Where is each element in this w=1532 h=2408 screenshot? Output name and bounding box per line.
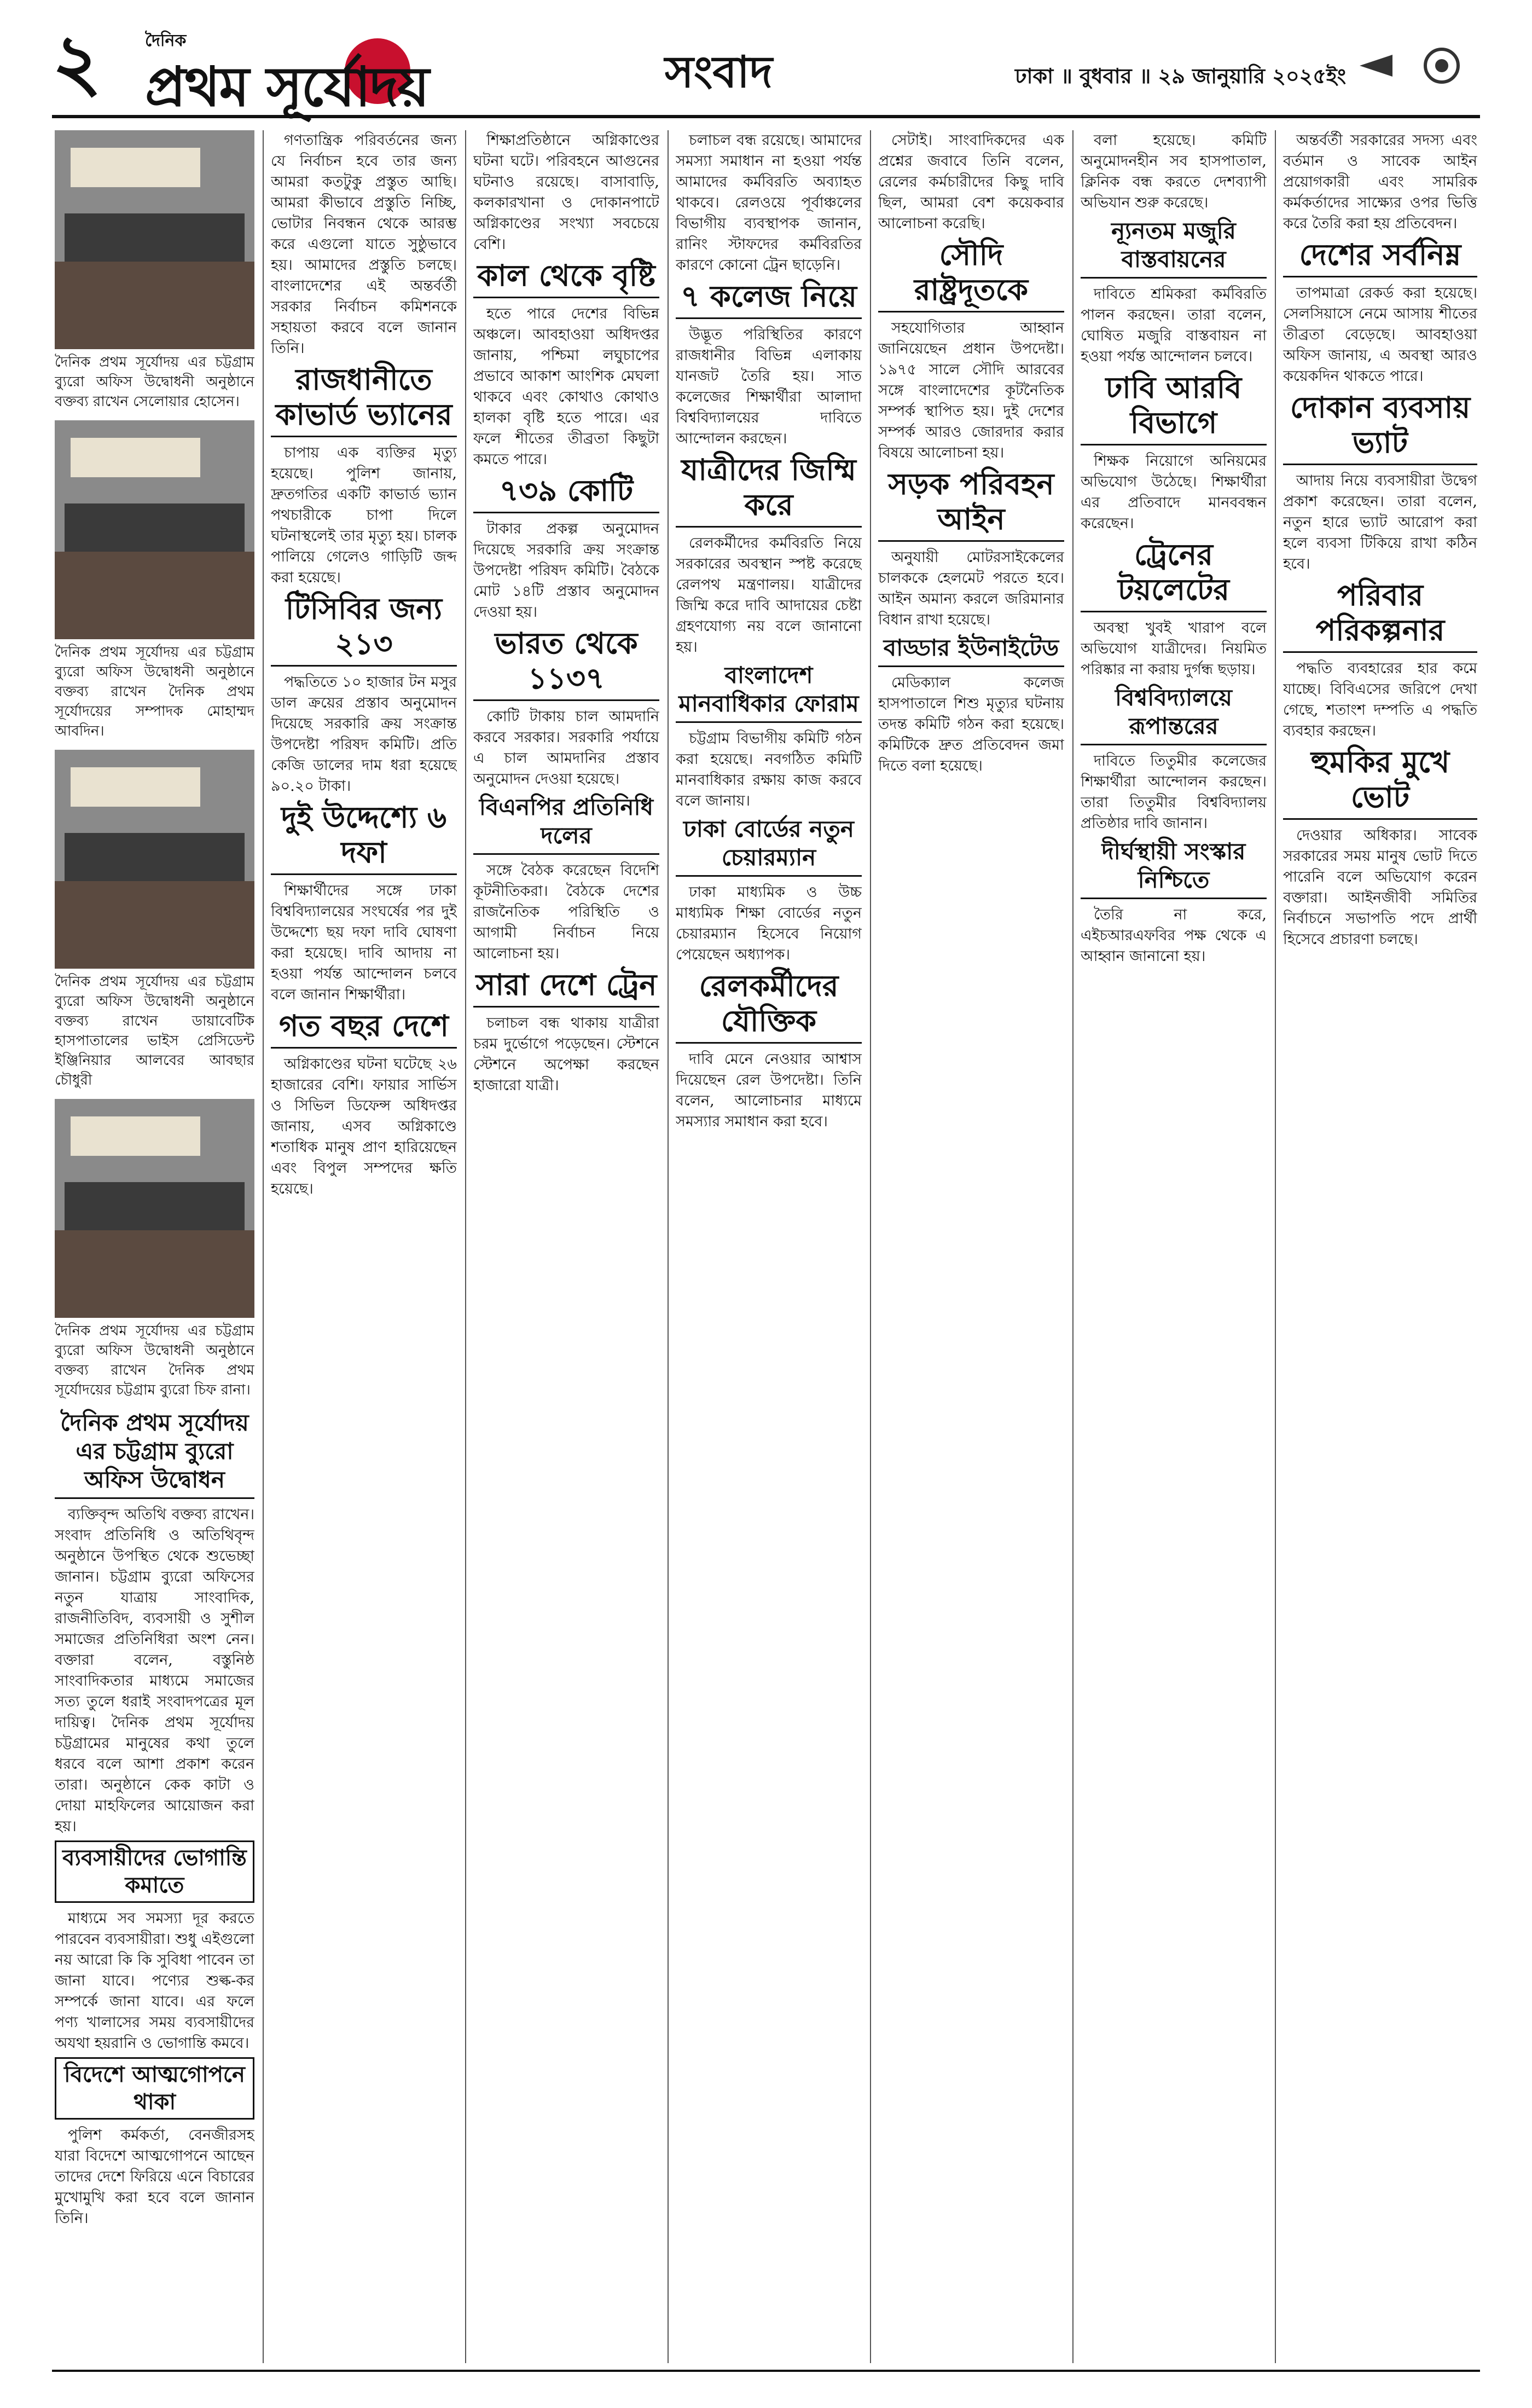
article-body: শিক্ষক নিয়োগে অনিয়মের অভিযোগ উঠেছে। শিক্ষার্থীরা এর প্রতিবাদে মানববন্ধন করেছেন। — [1081, 453, 1267, 532]
article-headline: ঢাবি আরবি বিভাগে — [1081, 371, 1267, 445]
column-rule — [263, 130, 264, 2363]
photo-caption: দৈনিক প্রথম সূর্যোদয় এর চট্টগ্রাম ব্যুরো অফিস উদ্বোধনী অনুষ্ঠানে বক্তব্য রাখেন ডায়াবেটিক হাসপাতালের ভাইস প্রেসিডেন্ট ইঞ্জিনিয়ার আলবের আবছার চৌধুরী — [55, 974, 254, 1089]
column-7 — [1283, 130, 1477, 2363]
page-number: ২ — [52, 18, 102, 107]
bottom-rule — [52, 2370, 1480, 2372]
article-body: অন্তর্বর্তী সরকারের সদস্য এবং বর্তমান ও সাবেক আইন প্রয়োগকারী এবং সামরিক কর্মকর্তাদের সাক্ষ্যের ওপর ভিত্তি করে তৈরি করা হয় প্রতিবেদন। — [1283, 132, 1477, 232]
article-body: পদ্ধতিতে ১০ হাজার টন মসুর ডাল ক্রয়ের প্রস্তাব অনুমোদন দিয়েছে সরকারি ক্রয় সংক্রান্ত উপদেষ্টা পরিষদ কমিটি। প্রতি কেজি ডালের দাম ধরা হয়েছে ৯০.২০ টাকা। — [271, 674, 457, 795]
article-headline: রেলকর্মীদের যৌক্তিক — [676, 969, 862, 1044]
column-2 — [271, 130, 457, 2363]
article-headline: ঢাকা বোর্ডের নতুন চেয়ারম্যান — [676, 815, 862, 877]
article-body: দেওয়ার অধিকার। সাবেক সরকারের সময় মানুষ ভোট দিতে পারেনি বলে অভিযোগ করেন বক্তারা। আইনজীবী সমিতির নির্বাচনে সভাপতি পদে প্রার্থী হিসেবে প্রচারণা চলছে। — [1283, 827, 1477, 948]
column-5 — [878, 130, 1064, 2363]
article-headline: টিসিবির জন্য ২১৩ — [271, 592, 457, 667]
article-headline: ৭৩৯ কোটি — [473, 473, 659, 513]
column-1 — [55, 130, 254, 2363]
article-body: দাবিতে তিতুমীর কলেজের শিক্ষার্থীরা আন্দোলন করছেন। তারা তিতুমীর বিশ্ববিদ্যালয় প্রতিষ্ঠার দাবি জানান। — [1081, 752, 1267, 832]
article-headline: পরিবার পরিকল্পনার — [1283, 578, 1477, 653]
article-body: উদ্ভূত পরিস্থিতির কারণে রাজধানীর বিভিন্ন এলাকায় যানজট তৈরি হয়। সাত কলেজের শিক্ষার্থীরা আলাদা বিশ্ববিদ্যালয়ের দাবিতে আন্দোলন করছেন। — [676, 326, 862, 447]
column-rule — [668, 130, 669, 2363]
article-headline: বিদেশে আত্মগোপনে থাকা — [55, 2057, 254, 2120]
article-body: ব্যক্তিবৃন্দ অতিথি বক্তব্য রাখেন। সংবাদ প্রতিনিধি ও অতিথিবৃন্দ অনুষ্ঠানে উপস্থিত থেকে শুভেচ্ছা জানান। চট্টগ্রাম ব্যুরো অফিসের নতুন যাত্রায় সাংবাদিক, রাজনীতিবিদ, ব্যবসায়ী ও সুশীল সমাজের প্রতিনিধিরা অংশ নেন। বক্তারা বলেন, বস্তুনিষ্ঠ সাংবাদিকতার মাধ্যমে সমাজের সত্য তুলে ধরাই সংবাদপত্রের মূল দায়িত্ব। দৈনিক প্রথম সূর্যোদয় চট্টগ্রামের মানুষের কথা তুলে ধরবে বলে আশা প্রকাশ করেন তারা। অনুষ্ঠানে কেক কাটা ও দোয়া মাহফিলের আয়োজন করা হয়। — [55, 1506, 254, 1835]
article-body: চলাচল বন্ধ থাকায় যাত্রীরা চরম দুর্ভোগে পড়েছেন। স্টেশনে স্টেশনে অপেক্ষা করছেন হাজারো যাত্রী। — [473, 1015, 659, 1094]
photo-caption: দৈনিক প্রথম সূর্যোদয় এর চট্টগ্রাম ব্যুরো অফিস উদ্বোধনী অনুষ্ঠানে বক্তব্য রাখেন দৈনিক প্রথম সূর্যোদয়ের সম্পাদক মোহাম্মদ আবদিন। — [55, 644, 254, 739]
article-body: গণতান্ত্রিক পরিবর্তনের জন্য যে নির্বাচন হবে তার জন্য আমরা কতটুকু প্রস্তুত আছি। আমরা কীভাবে প্রস্তুতি নিচ্ছি, ভোটার নিবন্ধন থেকে আরম্ভ করে এগুলো যাতে সুষ্ঠুভাবে হয়। আমাদের প্রস্তুতি চলছে। বাংলাদেশের এই অন্তর্বর্তী সরকার নির্বাচন কমিশনকে সহায়তা করবে বলে জানান তিনি। — [271, 132, 457, 357]
article-body: কোটি টাকায় চাল আমদানি করবে সরকার। সরকারি পর্যায়ে এ চাল আমদানির প্রস্তাব অনুমোদন দেওয়া হয়েছে। — [473, 708, 659, 788]
article-body: মেডিক্যাল কলেজ হাসপাতালে শিশু মৃত্যুর ঘটনায় তদন্ত কমিটি গঠন করা হয়েছে। কমিটিকে দ্রুত প্রতিবেদন জমা দিতে বলা হয়েছে। — [878, 674, 1064, 774]
article-headline: ভারত থেকে ১১৩৭ — [473, 626, 659, 701]
column-rule — [1275, 130, 1276, 2363]
article-body: চাপায় এক ব্যক্তির মৃত্যু হয়েছে। পুলিশ জানায়, দ্রুতগতির একটি কাভার্ড ভ্যান পথচারীকে চাপা দিলে ঘটনাস্থলেই তার মৃত্যু হয়। চালক পালিয়ে গেলেও গাড়িটি জব্দ করা হয়েছে। — [271, 444, 457, 586]
article-headline: গত বছর দেশে — [271, 1009, 457, 1049]
article-headline: রাজধানীতে কাভার্ড ভ্যানের — [271, 362, 457, 437]
photo-caption: দৈনিক প্রথম সূর্যোদয় এর চট্টগ্রাম ব্যুরো অফিস উদ্বোধনী অনুষ্ঠানে বক্তব্য রাখেন সেলোয়ার হোসেন। — [55, 354, 254, 410]
article-headline: ব্যবসায়ীদের ভোগান্তি কমাতে — [55, 1840, 254, 1903]
article-headline: ৭ কলেজ নিয়ে — [676, 279, 862, 319]
article-body: আদায় নিয়ে ব্যবসায়ীরা উদ্বেগ প্রকাশ করেছেন। তারা বলেন, নতুন হারে ভ্যাট আরোপ করা হলে ব্যবসা টিকিয়ে রাখা কঠিন হবে। — [1283, 472, 1477, 572]
article-body: তাপমাত্রা রেকর্ড করা হয়েছে। সেলসিয়াসে নেমে আসায় শীতের তীব্রতা বেড়েছে। আবহাওয়া অফিস জানায়, এ অবস্থা আরও কয়েকদিন থাকতে পারে। — [1283, 285, 1477, 385]
article-headline: ট্রেনের টয়লেটের — [1081, 537, 1267, 612]
column-rule — [870, 130, 871, 2363]
article-body: অনুযায়ী মোটরসাইকেলের চালককে হেলমেট পরতে হবে। আইন অমান্য করলে জরিমানার বিধান রাখা হয়েছে। — [878, 549, 1064, 628]
article-body: সেটাই। সাংবাদিকদের এক প্রশ্নের জবাবে তিনি বলেন, রেলের কর্মচারীদের কিছু দাবি ছিল, আমরা বেশ কয়েকবার আলোচনা করেছি। — [878, 132, 1064, 232]
brand-prefix: দৈনিক — [145, 31, 187, 50]
ornament-icon — [1360, 44, 1480, 88]
column-6 — [1081, 130, 1267, 2363]
section-title: সংবাদ — [665, 46, 773, 97]
article-headline: যাত্রীদের জিম্মি করে — [676, 453, 862, 528]
article-headline: বিএনপির প্রতিনিধি দলের — [473, 793, 659, 855]
article-body: সঙ্গে বৈঠক করেছেন বিদেশি কূটনীতিকরা। বৈঠকে দেশের রাজনৈতিক পরিস্থিতি ও আগামী নির্বাচন নিয়ে আলোচনা হয়। — [473, 862, 659, 962]
article-body: শিক্ষাপ্রতিষ্ঠানে অগ্নিকাণ্ডের ঘটনা ঘটে। পরিবহনে আগুনের ঘটনাও রয়েছে। বাসাবাড়ি, কলকারখানা ও দোকানপাটে অগ্নিকাণ্ডের সংখ্যা সবচেয়ে বেশি। — [473, 132, 659, 253]
article-body: বলা হয়েছে। কমিটি অনুমোদনহীন সব হাসপাতাল, ক্লিনিক বন্ধ করতে দেশব্যাপী অভিযান শুরু করেছে। — [1081, 132, 1267, 211]
column-rule — [465, 130, 466, 2363]
article-headline: বাড্ডার ইউনাইটেড — [878, 634, 1064, 667]
article-body: শিক্ষার্থীদের সঙ্গে ঢাকা বিশ্ববিদ্যালয়ের সংঘর্ষের পর দুই উদ্দেশ্যে ছয় দফা দাবি ঘোষণা করা হয়েছে। দাবি আদায় না হওয়া পর্যন্ত আন্দোলন চলবে বলে জানান শিক্ষার্থীরা। — [271, 882, 457, 1003]
article-headline: দেশের সর্বনিম্ন — [1283, 238, 1477, 277]
article-headline: সড়ক পরিবহন আইন — [878, 467, 1064, 542]
article-headline: হুমকির মুখে ভোট — [1283, 745, 1477, 820]
column-rule — [1072, 130, 1073, 2363]
article-body: দাবি মেনে নেওয়ার আশ্বাস দিয়েছেন রেল উপদেষ্টা। তিনি বলেন, আলোচনার মাধ্যমে সমস্যার সমাধান করা হবে। — [676, 1051, 862, 1130]
article-headline: বাংলাদেশ মানবাধিকার ফোরাম — [676, 661, 862, 723]
article-body: টাকার প্রকল্প অনুমোদন দিয়েছে সরকারি ক্রয় সংক্রান্ত উপদেষ্টা পরিষদ কমিটি। বৈঠকে মোট ১৪টি প্রস্তাব অনুমোদন দেওয়া হয়। — [473, 520, 659, 621]
article-headline: সৌদি রাষ্ট্রদূতকে — [878, 238, 1064, 312]
article-body: সহযোগিতার আহ্বান জানিয়েছেন প্রধান উপদেষ্টা। ১৯৭৫ সালে সৌদি আরবের সঙ্গে বাংলাদেশের কূটনৈতিক সম্পর্ক স্থাপিত হয়। দুই দেশের সম্পর্ক আরও জোরদার করার বিষয়ে আলোচনা হয়। — [878, 320, 1064, 461]
column-3 — [473, 130, 659, 2363]
article-body: চট্টগ্রাম বিভাগীয় কমিটি গঠন করা হয়েছে। নবগঠিত কমিটি মানবাধিকার রক্ষায় কাজ করবে বলে জানায়। — [676, 730, 862, 809]
article-body: অবস্থা খুবই খারাপ বলে অভিযোগ যাত্রীদের। নিয়মিত পরিষ্কার না করায় দুর্গন্ধ ছড়ায়। — [1081, 620, 1267, 678]
article-headline: দীর্ঘস্থায়ী সংস্কার নিশ্চিতে — [1081, 837, 1267, 899]
article-body: অগ্নিকাণ্ডের ঘটনা ঘটেছে ২৬ হাজারের বেশি। ফায়ার সার্ভিস ও সিভিল ডিফেন্স অধিদপ্তর জানায়, এসব অগ্নিকাণ্ডে শতাধিক মানুষ প্রাণ হারিয়েছেন এবং বিপুল সম্পদের ক্ষতি হয়েছে। — [271, 1056, 457, 1197]
article-headline: ন্যূনতম মজুরি বাস্তবায়নের — [1081, 217, 1267, 279]
article-body: দাবিতে শ্রমিকরা কর্মবিরতি পালন করছেন। তারা বলেন, ঘোষিত মজুরি বাস্তবায়ন না হওয়া পর্যন্ত আন্দোলন চলবে। — [1081, 286, 1267, 365]
article-headline: দুই উদ্দেশ্যে ৬ দফা — [271, 800, 457, 875]
news-photo — [55, 130, 254, 349]
article-body: চলাচল বন্ধ রয়েছে। আমাদের সমস্যা সমাধান না হওয়া পর্যন্ত আমাদের কর্মবিরতি অব্যাহত থাকবে। রেলওয়ে পূর্বাঞ্চলের বিভাগীয় ব্যবস্থাপক জানান, রানিং স্টাফদের কর্মবিরতির কারণে কোনো ট্রেন ছাড়েনি। — [676, 132, 862, 274]
article-headline: সারা দেশে ট্রেন — [473, 968, 659, 1008]
article-body: রেলকর্মীদের কর্মবিরতি নিয়ে সরকারের অবস্থান স্পষ্ট করেছে রেলপথ মন্ত্রণালয়। যাত্রীদের জিম্মি করে দাবি আদায়ের চেষ্টা গ্রহণযোগ্য নয় বলে জানানো হয়। — [676, 535, 862, 656]
article-body: মাধ্যমে সব সমস্যা দূর করতে পারবেন ব্যবসায়ীরা। শুধু এইগুলো নয় আরো কি কি সুবিধা পাবেন তা জানা যাবে। পণ্যের শুল্ক-কর সম্পর্কে জানা যাবে। এর ফলে পণ্য খালাসের সময় ব্যবসায়ীদের অযথা হয়রানি ও ভোগান্তি কমবে। — [55, 1910, 254, 2052]
dateline: ঢাকা ॥ বুধবার ॥ ২৯ জানুয়ারি ২০২৫ইং — [1015, 63, 1347, 88]
article-headline: বিশ্ববিদ্যালয়ে রূপান্তরের — [1081, 684, 1267, 745]
article-body: তৈরি না করে, এইচআরএফবির পক্ষ থেকে এ আহ্বান জানানো হয়। — [1081, 906, 1267, 965]
photo-caption: দৈনিক প্রথম সূর্যোদয় এর চট্টগ্রাম ব্যুরো অফিস উদ্বোধনী অনুষ্ঠানে বক্তব্য রাখেন দৈনিক প্রথম সূর্যোদয়ের চট্টগ্রাম ব্যুরো চিফ রানা। — [55, 1323, 254, 1398]
article-body: ঢাকা মাধ্যমিক ও উচ্চ মাধ্যমিক শিক্ষা বোর্ডের নতুন চেয়ারম্যান হিসেবে নিয়োগ পেয়েছেন অধ্যাপক। — [676, 884, 862, 963]
news-photo — [55, 1099, 254, 1318]
article-headline: দোকান ব্যবসায় ভ্যাট — [1283, 390, 1477, 465]
news-photo — [55, 420, 254, 639]
article-body: পদ্ধতি ব্যবহারের হার কমে যাচ্ছে। বিবিএসের জরিপে দেখা গেছে, শতাংশ দম্পতি এ পদ্ধতি ব্যবহার করছেন। — [1283, 660, 1477, 739]
column-4 — [676, 130, 862, 2363]
article-body: পুলিশ কর্মকর্তা, বেনজীরসহ যারা বিদেশে আত্মগোপনে আছেন তাদের দেশে ফিরিয়ে এনে বিচারের মুখোমুখি করা হবে বলে জানান তিনি। — [55, 2127, 254, 2227]
article-headline: কাল থেকে বৃষ্টি — [473, 258, 659, 298]
newspaper-brand: প্রথম সূর্যোদয় — [145, 55, 429, 119]
article-headline: দৈনিক প্রথম সূর্যোদয় এর চট্টগ্রাম ব্যুরো অফিস উদ্বোধন — [55, 1409, 254, 1499]
news-photo — [55, 750, 254, 969]
article-body: হতে পারে দেশের বিভিন্ন অঞ্চলে। আবহাওয়া অধিদপ্তর জানায়, পশ্চিমা লঘুচাপের প্রভাবে আকাশ আংশিক মেঘলা থাকবে এবং কোথাও কোথাও হালকা বৃষ্টি হতে পারে। এর ফলে শীতের তীব্রতা কিছুটা কমতে পারে। — [473, 305, 659, 468]
masthead — [52, 18, 1480, 119]
